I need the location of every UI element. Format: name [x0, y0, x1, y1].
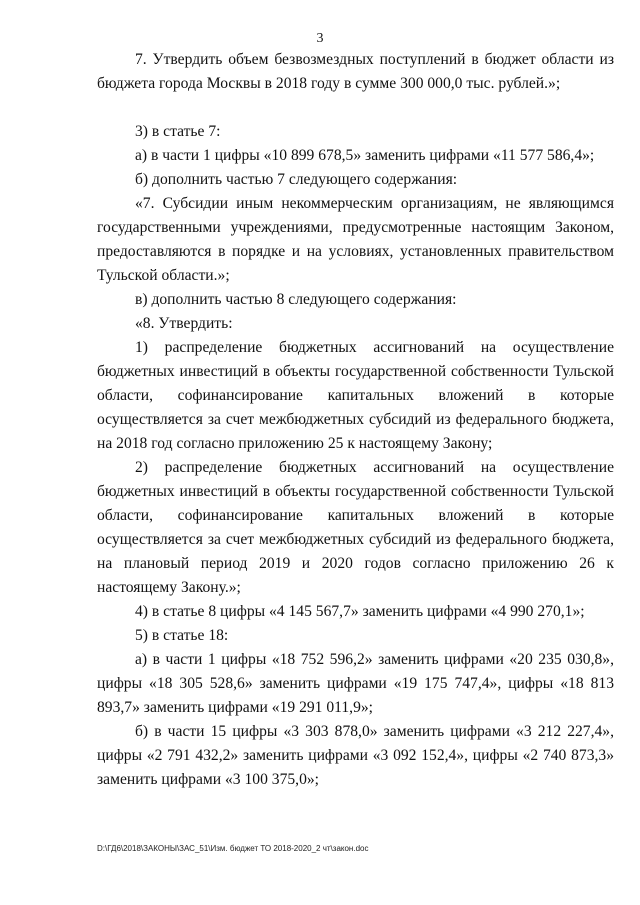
paragraph-4: б) дополнить частью 7 следующего содержания:	[135, 171, 458, 188]
paragraph-8: 1) распределение бюджетных ассигнований на осуществление бюджетных инвестиций в объекты государственной собственности Тульской области, софинансирование капитальных вложений в которые осуществляется за счет межбюджетных субсидий из федерального бюджета, на 2018 год согласно приложению 25 к настоящему Закону;	[97, 339, 614, 452]
footer-file-path: D:\ГД6\2018\ЗАКОНЫ\ЗАС_51\Изм. бюджет ТО 2018-2020_2 чт\закон.doc	[97, 844, 369, 853]
paragraph-10: 4) в статье 8 цифры «4 145 567,7» заменить цифрами «4 990 270,1»;	[135, 603, 585, 620]
paragraph-12: а) в части 1 цифры «18 752 596,2» заменить цифрами «20 235 030,8», цифры «18 305 528,6» заменить цифрами «19 175 747,4», цифры «18 813 893,7» заменить цифрами «19 291 011,9»;	[97, 651, 614, 716]
paragraph-7: «8. Утвердить:	[135, 315, 233, 332]
document-body	[97, 48, 614, 792]
paragraph-11: 5) в статье 18:	[135, 627, 229, 644]
paragraph-gap	[97, 96, 614, 120]
paragraph-5: «7. Субсидии иным некоммерческим организациям, не являющимся государственными учреждениями, предусмотренные настоящим Законом, предоставляются в порядке и на условиях, установленных правительством Тульской области.»;	[97, 195, 614, 284]
paragraph-13: б) в части 15 цифры «3 303 878,0» заменить цифрами «3 212 227,4», цифры «2 791 432,2» заменить цифрами «3 092 152,4», цифры «2 740 873,3» заменить цифрами «3 100 375,0»;	[97, 723, 614, 788]
paragraph-6: в) дополнить частью 8 следующего содержания:	[135, 291, 457, 308]
paragraph-9: 2) распределение бюджетных ассигнований на осуществление бюджетных инвестиций в объекты государственной собственности Тульской области, софинансирование капитальных вложений в которые осуществляется за счет межбюджетных субсидий из федерального бюджета, на плановый период 2019 и 2020 годов согласно приложению 26 к настоящему Закону.»;	[97, 459, 614, 596]
page-number: 3	[316, 31, 324, 46]
paragraph-1: 7. Утвердить объем безвозмездных поступлений в бюджет области из бюджета города Москвы в 2018 году в сумме 300 000,0 тыс. рублей.»;	[97, 51, 614, 92]
paragraph-2: 3) в статье 7:	[135, 123, 221, 140]
paragraph-3: а) в части 1 цифры «10 899 678,5» заменить цифрами «11 577 586,4»;	[135, 147, 595, 164]
